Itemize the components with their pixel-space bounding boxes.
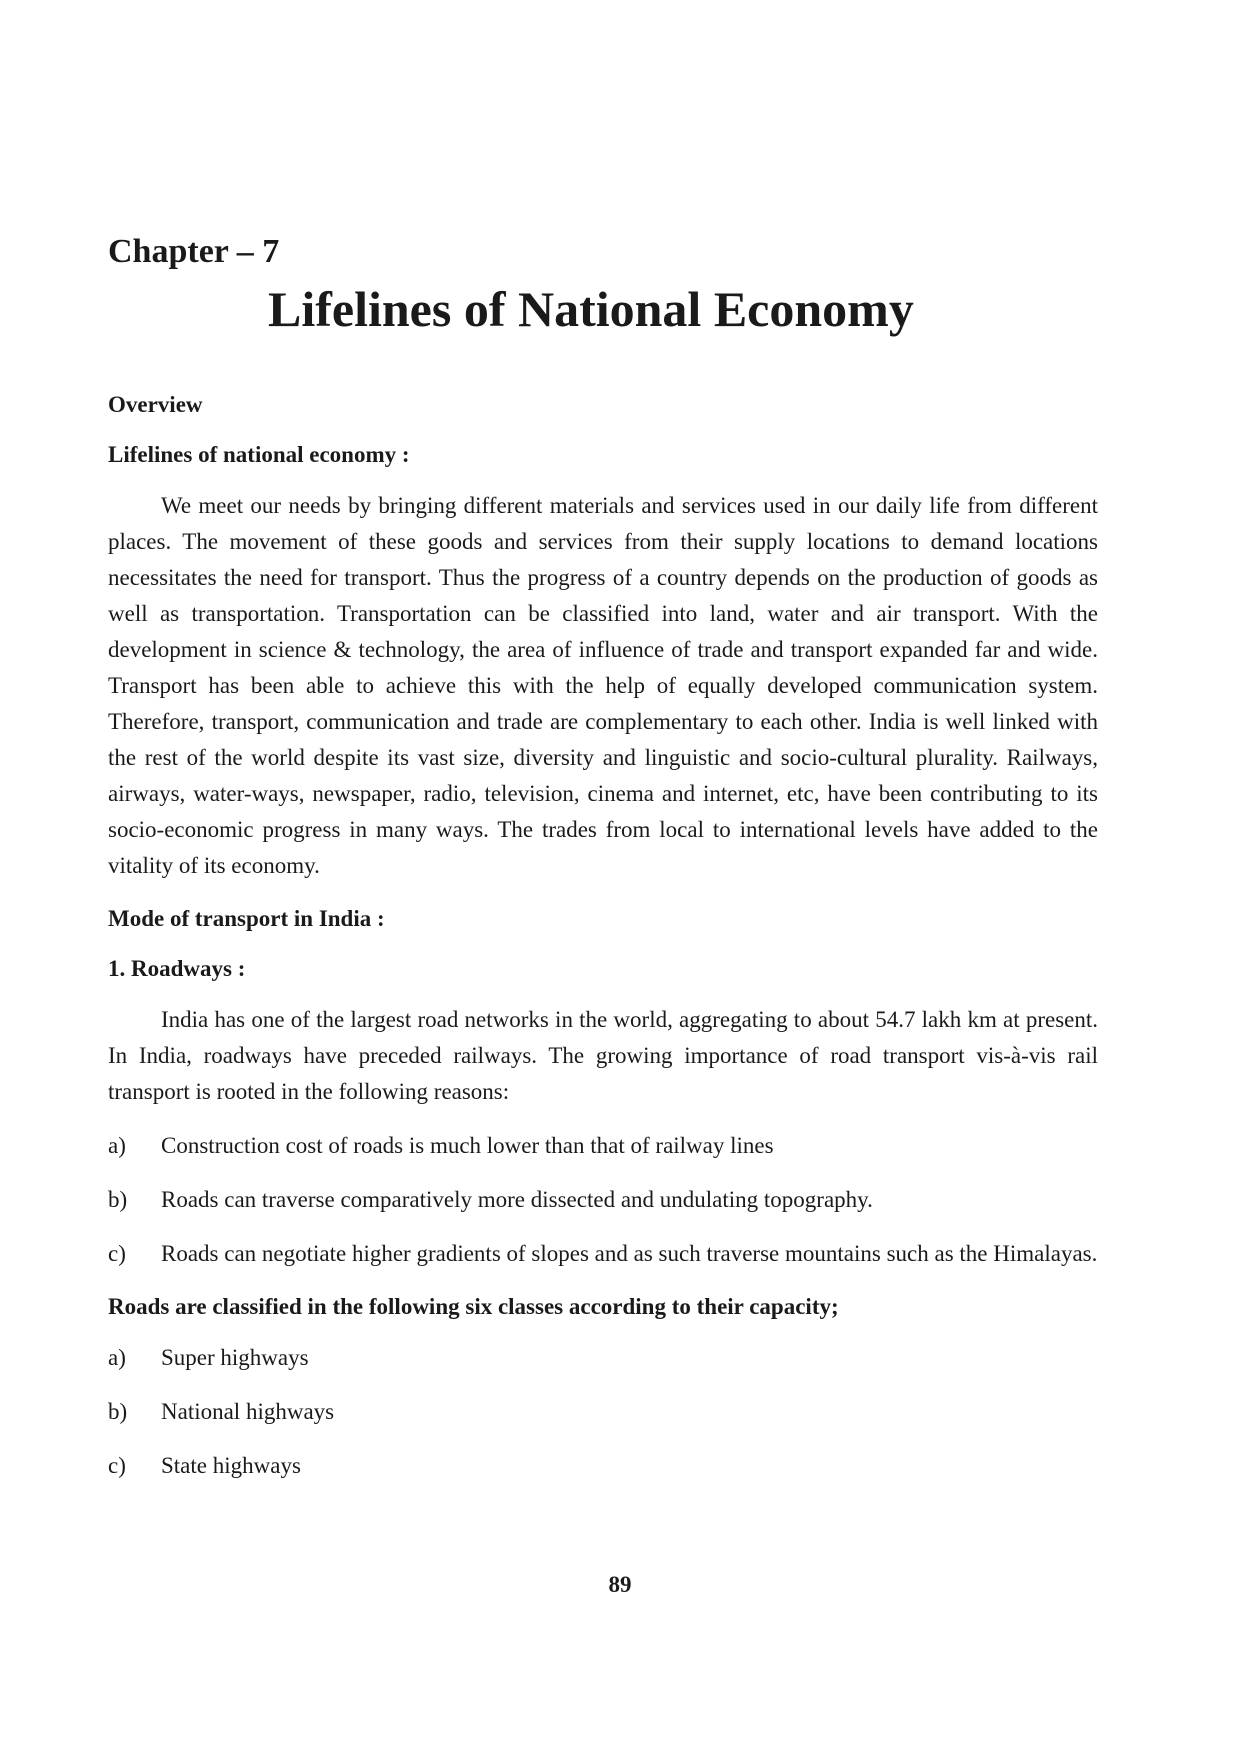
list-marker: c) xyxy=(108,1241,126,1266)
roadways-heading: 1. Roadways : xyxy=(108,956,246,981)
page-content xyxy=(108,232,1098,1484)
mode-of-transport-heading: Mode of transport in India : xyxy=(108,906,385,931)
roadways-paragraph: India has one of the largest road networks in the world, aggregating to about 54.7 lakh km at present. In India, roadways have preceded railways. The growing importance of road transport vis-à-vis rail transport is rooted in the following reasons: xyxy=(108,1007,1098,1104)
list-item xyxy=(108,1236,1098,1272)
chapter-title: Lifelines of National Economy xyxy=(268,281,914,337)
list-item-text: Roads can negotiate higher gradients of slopes and as such traverse mountains such as the Himalayas. xyxy=(161,1241,1098,1266)
chapter-label: Chapter – 7 xyxy=(108,233,280,270)
list-marker: b) xyxy=(108,1399,128,1424)
lifelines-heading: Lifelines of national economy : xyxy=(108,442,410,467)
list-marker: a) xyxy=(108,1345,126,1370)
list-item-text: Super highways xyxy=(161,1345,309,1370)
lifelines-paragraph: We meet our needs by bringing different materials and services used in our daily life from different places. The movement of these goods and services from their supply locations to demand locations necessitates the need for transport. Thus the progress of a country depends on the production of goods as well as transportation. Transportation can be classified into land, water and air transport. With the development in science & technology, the area of influence of trade and transport expanded far and wide. Transport has been able to achieve this with the help of equally developed communication system. Therefore, transport, communication and trade are complementary to each other. India is well linked with the rest of the world despite its vast size, diversity and linguistic and socio-cultural plurality. Railways, airways, water-ways, newspaper, radio, television, cinema and internet, etc, have been contributing to its socio-economic progress in many ways. The trades from local to international levels have added to the vitality of its economy. xyxy=(108,493,1098,878)
list-marker: b) xyxy=(108,1187,128,1212)
page-number: 89 xyxy=(608,1572,632,1597)
list-marker: c) xyxy=(108,1453,126,1478)
list-item xyxy=(108,1182,1098,1218)
list-item xyxy=(108,1340,1098,1376)
list-item-text: State highways xyxy=(161,1453,301,1478)
list-item-text: National highways xyxy=(161,1399,335,1424)
list-marker: a) xyxy=(108,1133,126,1158)
list-item xyxy=(108,1394,1098,1430)
list-item xyxy=(108,1448,1098,1484)
list-item-text: Construction cost of roads is much lower than that of railway lines xyxy=(161,1133,774,1158)
list-item xyxy=(108,1128,1098,1164)
overview-heading: Overview xyxy=(108,392,203,417)
list-item-text: Roads can traverse comparatively more dissected and undulating topography. xyxy=(161,1187,873,1212)
road-classes-heading: Roads are classified in the following six classes according to their capacity; xyxy=(108,1294,839,1319)
